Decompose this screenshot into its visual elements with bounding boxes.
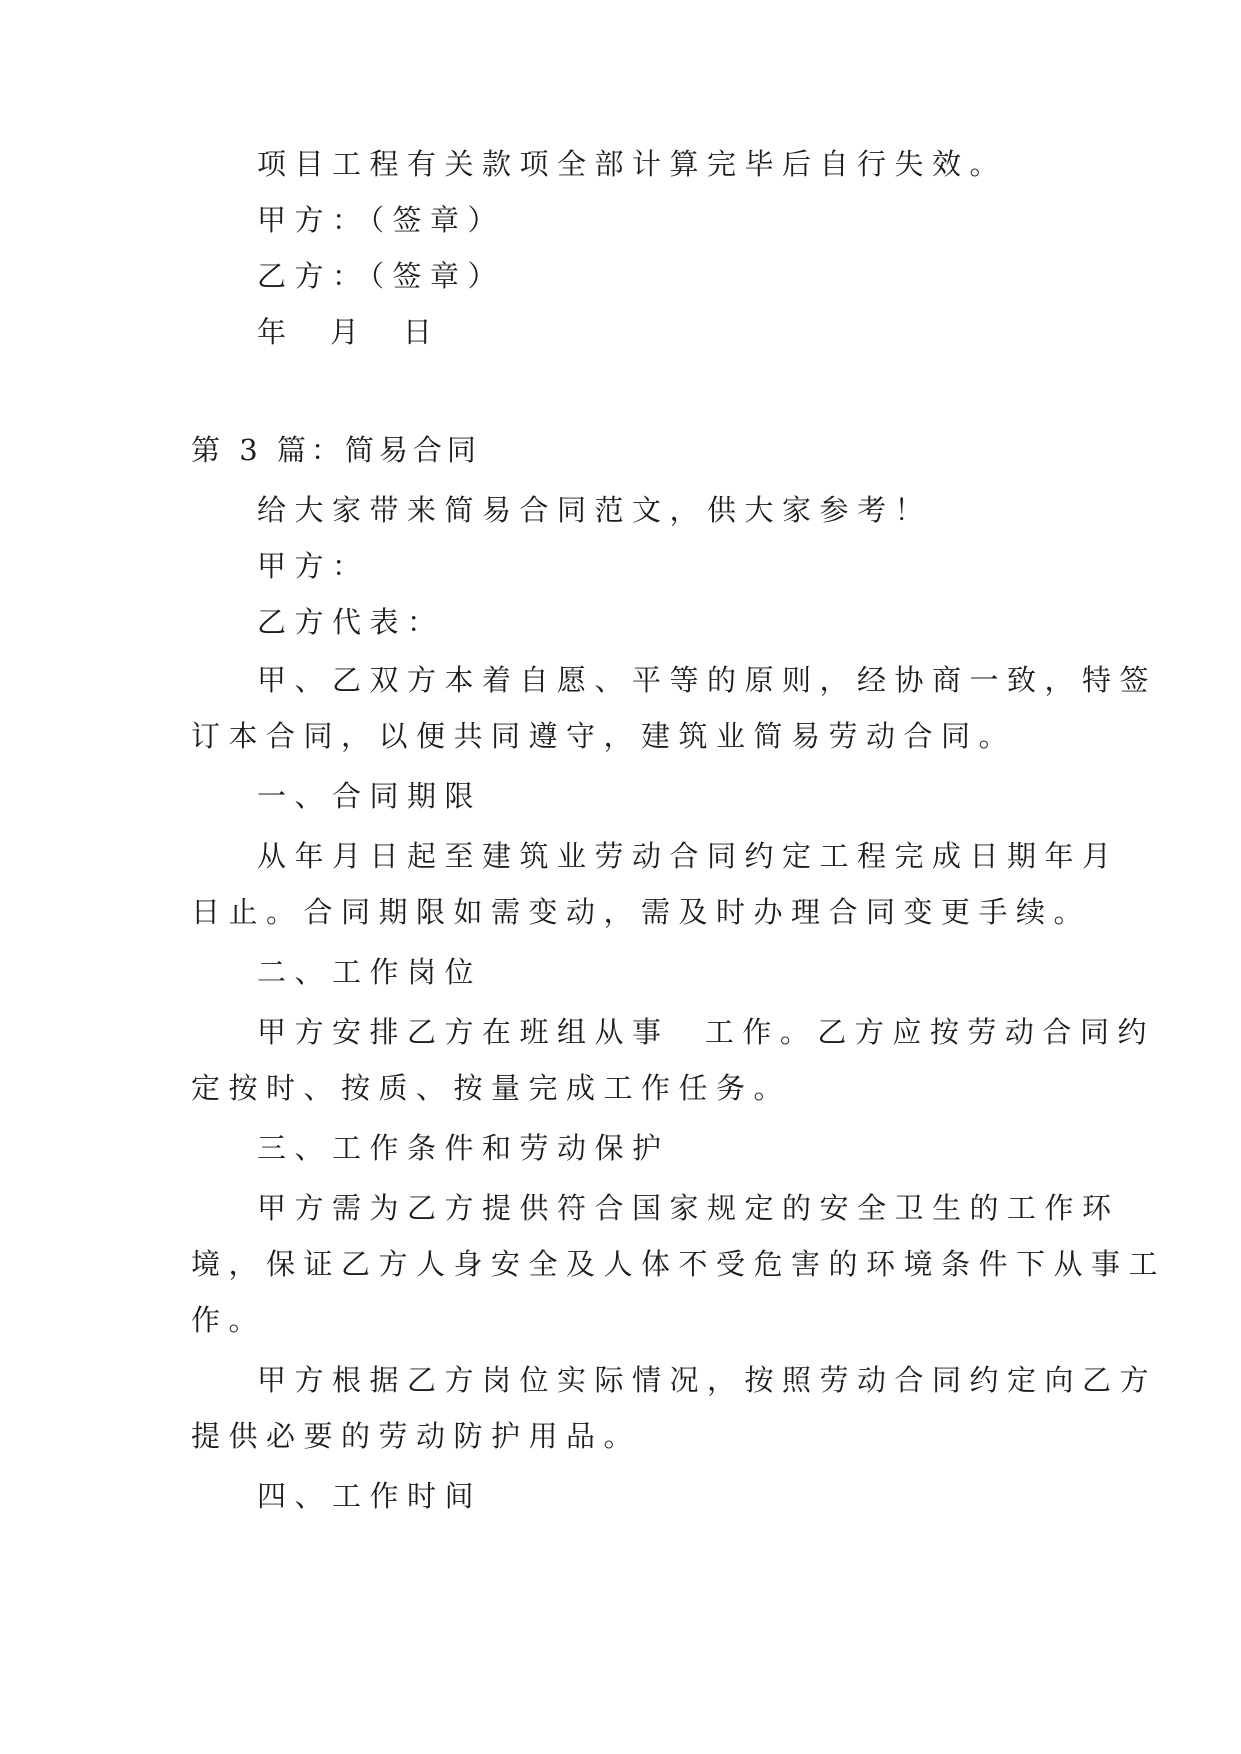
party-a-signature-line: 甲方：（签章） [257,203,506,237]
clause-text-line: 定按时、按质、按量完成工作任务。 [191,1071,792,1105]
clause-heading: 二、工作岗位 [257,955,483,989]
preamble-line: 甲、乙双方本着自愿、平等的原则，经协商一致，特签 [257,663,1158,697]
section-title: 第 3 篇：简易合同 [191,433,481,467]
clause-heading: 一、合同期限 [257,779,483,813]
clause-text-line: 作。 [191,1303,267,1337]
paragraph-line: 项目工程有关款项全部计算完毕后自行失效。 [257,147,1008,181]
clause-text-line: 日止。合同期限如需变动，需及时办理合同变更手续。 [191,895,1092,929]
clause-heading: 四、工作时间 [257,1479,483,1513]
party-a-line: 甲方： [257,549,370,583]
clause-text-line: 从年月日起至建筑业劳动合同约定工程完成日期年月 [257,839,1120,873]
clause-text-line: 境，保证乙方人身安全及人体不受危害的环境条件下从事工 [191,1247,1167,1281]
clause-text-line: 甲方根据乙方岗位实际情况，按照劳动合同约定向乙方 [257,1363,1158,1397]
preamble-line: 订本合同，以便共同遵守，建筑业简易劳动合同。 [191,719,1017,753]
intro-line: 给大家带来简易合同范文，供大家参考！ [257,493,933,527]
clause-text-line: 甲方安排乙方在班组从事 工作。乙方应按劳动合同约 [257,1015,1155,1049]
clause-heading: 三、工作条件和劳动保护 [257,1131,670,1165]
clause-text-line: 甲方需为乙方提供符合国家规定的安全卫生的工作环 [257,1191,1120,1225]
clause-text-line: 提供必要的劳动防护用品。 [191,1419,642,1453]
party-b-signature-line: 乙方：（签章） [257,259,506,293]
date-line: 年 月 日 [257,315,441,349]
party-b-rep-line: 乙方代表： [257,605,445,639]
